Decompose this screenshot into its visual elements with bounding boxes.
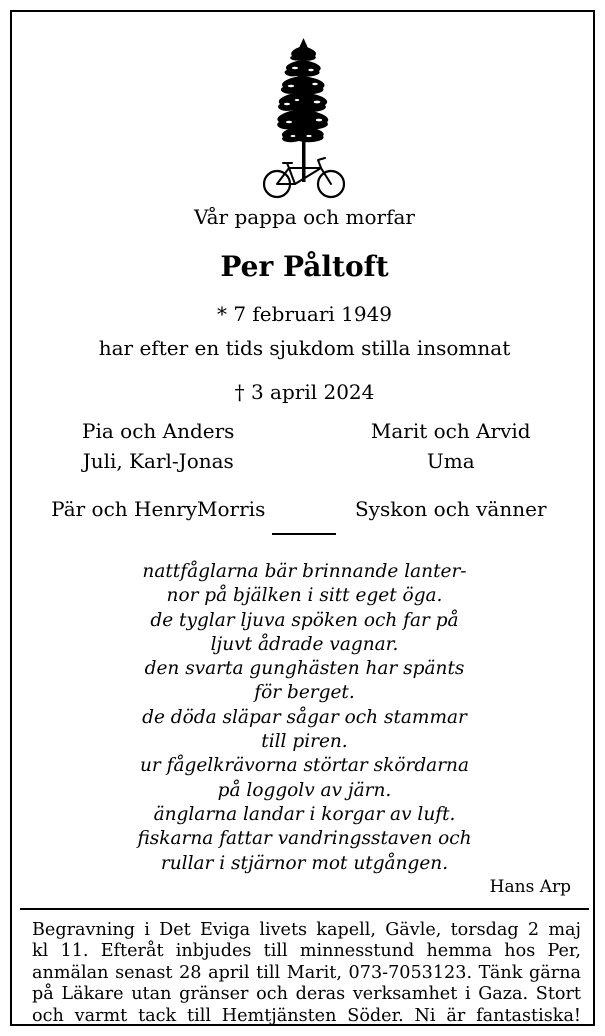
deceased-name: Per Påltoft: [220, 250, 389, 283]
poem-line: ljuvt ådrade vagnar.: [210, 633, 399, 655]
mourner-name: Pia och Anders: [82, 419, 235, 443]
poem-line: de döda släpar sågar och stammar: [142, 706, 467, 728]
notice-line: på Läkare utan gränser och deras verksamhet i Gaza. Stort: [32, 984, 581, 1005]
mourners-list: [12, 416, 597, 524]
mourner-name: Uma: [426, 449, 475, 473]
mourner-name: Syskon och vänner: [354, 497, 547, 521]
mourner-group-left: [12, 416, 305, 476]
notice-divider: [20, 908, 589, 910]
notice-line: och varmt tack till Hemtjänsten Söder. Ni är fantastiska!: [32, 1005, 581, 1026]
birth-date: * 7 februari 1949: [216, 302, 393, 326]
poem-line: till piren.: [261, 731, 348, 753]
poem-line: den svarta gunghästen har spänts: [144, 658, 465, 680]
poem-line: nor på bjälken i sitt eget öga.: [166, 585, 443, 607]
mourner-row: [12, 416, 597, 476]
mourner-group-right: [305, 416, 598, 476]
mourner-name: Juli, Karl-Jonas: [82, 449, 234, 473]
intro-text: Vår pappa och morfar: [194, 205, 415, 229]
mourner-row: [12, 494, 597, 524]
notice-line: Begravning i Det Eviga livets kapell, Gävle, torsdag 2 maj: [32, 920, 581, 940]
poem-line: änglarna landar i korgar av luft.: [153, 803, 456, 825]
notice-line: anmälan senast 28 april till Marit, 073-7053123. Tänk gärna: [32, 962, 581, 983]
poem-line: på loggolv av järn.: [217, 779, 392, 801]
funeral-notice: [32, 920, 581, 1027]
notice-line: kl 11. Efteråt inbjudes till minnesstund hemma hos Per,: [32, 941, 581, 962]
pine-tree-with-bicycle-icon: [12, 34, 597, 199]
obituary-frame: [10, 10, 595, 1026]
passing-text: har efter en tids sjukdom stilla insomnat: [98, 336, 511, 360]
poem-line: fiskarna fattar vandringsstaven och: [137, 828, 472, 850]
poem-author: Hans Arp: [489, 877, 571, 897]
death-date: † 3 april 2024: [234, 380, 375, 404]
poem-line: rullar i stjärnor mot utgången.: [160, 852, 449, 874]
section-divider: [272, 533, 336, 535]
poem-line: de tyglar ljuva spöken och far på: [150, 609, 459, 631]
poem: [12, 560, 597, 876]
mourner-name: Marit och Arvid: [370, 419, 531, 443]
poem-line: för berget.: [254, 682, 355, 704]
poem-line: ur fågelkrävorna störtar skördarna: [139, 755, 469, 777]
mourner-name: Pär och HenryMorris: [51, 497, 266, 521]
poem-line: nattfåglarna bär brinnande lanter-: [142, 561, 467, 582]
